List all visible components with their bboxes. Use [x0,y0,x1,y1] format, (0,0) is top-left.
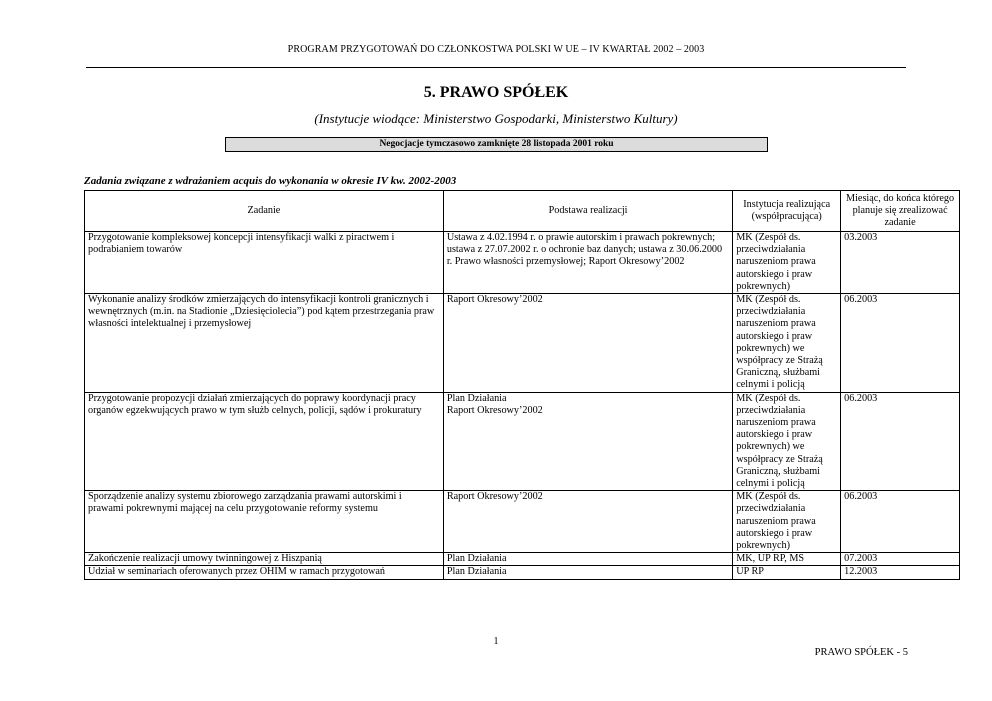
negotiation-status-box: Negocjacje tymczasowo zamknięte 28 listopada 2001 roku [225,137,768,152]
footer-section-page: PRAWO SPÓŁEK - 5 [814,647,908,658]
table-header-row [85,191,960,232]
task-cell: Przygotowanie kompleksowej koncepcji intensyfikacji walki z piractwem i podrabianiem towarów [85,232,444,294]
section-title: 5. PRAWO SPÓŁEK [423,84,569,101]
institution-cell: MK (Zespół ds. przeciwdziałania naruszeniom prawa autorskiego i praw pokrewnych) [733,491,841,553]
month-cell: 12.2003 [841,566,960,579]
table-row [85,491,960,553]
column-header-month: Miesiąc, do końca którego planuje się zrealizować zadanie [841,191,960,232]
task-cell: Zakończenie realizacji umowy twinningowej z Hiszpanią [85,553,444,566]
header-divider [86,67,906,68]
month-cell: 07.2003 [841,553,960,566]
basis-cell: Ustawa z 4.02.1994 r. o prawie autorskim i prawach pokrewnych; ustawa z 27.07.2002 r. o ochronie baz danych; ustawa z 30.06.2000 r. Prawo własności przemysłowej; Raport Okresowy’2002 [443,232,732,294]
month-cell: 06.2003 [841,491,960,553]
institution-cell: MK, UP RP, MS [733,553,841,566]
task-cell: Wykonanie analizy środków zmierzających do intensyfikacji kontroli granicznych i wewnętrznych (m.in. na Stadionie „Dziesięciolecia”) pod kątem przestrzegania praw własności intelektualnej i przemysłowej [85,294,444,393]
month-cell: 06.2003 [841,294,960,393]
basis-cell: Plan Działania [443,553,732,566]
institution-cell: UP RP [733,566,841,579]
basis-cell: Raport Okresowy’2002 [443,491,732,553]
table-row [85,392,960,491]
basis-cell: Raport Okresowy’2002 [443,294,732,393]
institution-cell: MK (Zespół ds. przeciwdziałania naruszeniom prawa autorskiego i praw pokrewnych) we współpracy ze Strażą Graniczną, służbami celnymi i policją [733,294,841,393]
task-cell: Przygotowanie propozycji działań zmierzających do poprawy koordynacji pracy organów egzekwujących prawo w tym służb celnych, policji, sądów i prokuratury [85,392,444,491]
institution-cell: MK (Zespół ds. przeciwdziałania naruszeniom prawa autorskiego i praw pokrewnych) we współpracy ze Strażą Graniczną, służbami celnymi i policją [733,392,841,491]
basis-cell: Plan Działania [443,566,732,579]
tasks-table [84,190,960,580]
table-caption: Zadania związane z wdrażaniem acquis do wykonania w okresie IV kw. 2002-2003 [84,175,457,187]
column-header-basis: Podstawa realizacji [443,191,732,232]
running-header: PROGRAM PRZYGOTOWAŃ DO CZŁONKOSTWA POLSKI W UE – IV KWARTAŁ 2002 – 2003 [287,44,705,55]
table-row [85,294,960,393]
lead-institutions: (Instytucje wiodące: Ministerstwo Gospodarki, Ministerstwo Kultury) [314,111,678,126]
page-number: 1 [493,636,499,647]
month-cell: 06.2003 [841,392,960,491]
month-cell: 03.2003 [841,232,960,294]
column-header-institution: Instytucja realizująca (współpracująca) [733,191,841,232]
table-row [85,566,960,579]
institution-cell: MK (Zespół ds. przeciwdziałania naruszeniom prawa autorskiego i praw pokrewnych) [733,232,841,294]
table-row [85,232,960,294]
basis-cell: Plan Działania Raport Okresowy’2002 [443,392,732,491]
task-cell: Udział w seminariach oferowanych przez OHIM w ramach przygotowań [85,566,444,579]
column-header-task: Zadanie [85,191,444,232]
task-cell: Sporządzenie analizy systemu zbiorowego zarządzania prawami autorskimi i prawami pokrewnymi mającej na celu przygotowanie reformy systemu [85,491,444,553]
table-row [85,553,960,566]
